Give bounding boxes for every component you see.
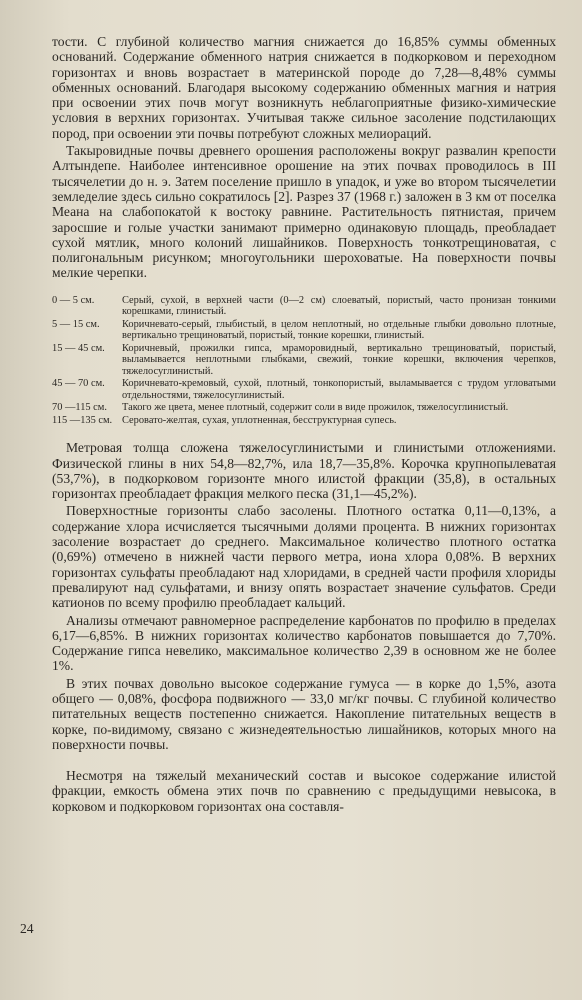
horizon-row bbox=[52, 295, 556, 318]
horizon-row bbox=[52, 378, 556, 401]
horizon-depth: 45 — 70 см. bbox=[52, 378, 105, 390]
horizon-depth: 5 — 15 см. bbox=[52, 318, 100, 330]
horizon-description: Серовато-желтая, сухая, уплотненная, бесструктурная супесь. bbox=[122, 414, 397, 426]
paragraph-bottom-3: Анализы отмечают равномерное распределение карбонатов по профилю в пределах 6,17—6,85%. В нижних горизонтах количество карбонатов повышается до 7,70%. Содержание гипса невелико, максимальное количество 2,39 в основном же не более 1%. bbox=[52, 612, 556, 674]
horizon-description: Коричневато-кремовый, сухой, плотный, тонкопористый, выламывается с трудом угловатыми отдельностями, тяжелосуглинистый. bbox=[122, 378, 556, 401]
horizon-description: Коричневый, прожилки гипса, мраморовидный, вертикально трещиноватый, пористый, выламывается неплотными глыбками, свежий, тонкие корешки, включения черепков, тяжелосуглинистый. bbox=[122, 342, 556, 377]
horizon-description: Такого же цвета, менее плотный, содержит соли в виде прожилок, тяжелосуглинистый. bbox=[122, 402, 509, 414]
paragraph-top-1: тости. С глубиной количество магния снижается до 16,85% суммы обменных оснований. Содержание обменного натрия снижается в подкорковом и переходном горизонтах и вновь возрастает в материнской породе до 7,28—8,48% суммы обменных оснований. Благодаря высокому содержанию обменных магния и натрия при освоении этих почв могут возникнуть неблагоприятные физико-химические условия в верхних горизонтах. Учитывая также сильное засоление подстилающих пород, при освоении эти почвы потребуют сложных мелиораций. bbox=[52, 34, 556, 141]
paragraph-bottom-1: Метровая толща сложена тяжелосуглинистыми и глинистыми отложениями. Физической глины в них 54,8—82,7%, ила 18,7—35,8%. Корочка крупнопылеватая (53,7%), в подкорковом горизонте много илистой фракции (35,8), в остальных горизонтах преобладает фракция мелкого песка (31,1—45,2%). bbox=[52, 440, 556, 502]
horizon-depth: 115 —135 см. bbox=[52, 414, 113, 426]
horizon-depth: 0 — 5 см. bbox=[52, 294, 95, 306]
horizon-description: Серый, сухой, в верхней части (0—2 см) слоеватый, пористый, часто пронизан тонкими корешками, глинистый. bbox=[122, 294, 556, 318]
horizon-row bbox=[52, 402, 556, 414]
horizon-depth: 70 —115 см. bbox=[52, 402, 107, 414]
horizon-description: Коричневато-серый, глыбистый, в целом неплотный, но отдельные глыбки довольно плотные, вертикально трещиноватый, пористый, тонкие корешки, глинистый. bbox=[122, 318, 556, 342]
horizon-row bbox=[52, 415, 556, 427]
paragraph-top-2: Такыровидные почвы древнего орошения расположены вокруг развалин крепости Алтындепе. Наиболее интенсивное орошение на этих почвах проводилось в III тысячелетии до н. э. Затем поселение пришло в упадок, и уже во втором тысячелетии земледелие здесь сильно сократилось [2]. Разрез 37 (1968 г.) заложен в 3 км от поселка Меана на слабопокатой к востоку равнине. Растительность пятнистая, причем заросшие и голые участки занимают примерно одинаковую площадь, преобладает сухой мятлик, много колоний лишайников. Поверхность тонкотрещиноватая, с полигональным рисунком; многоугольники шероховатые. На поверхности почвы мелкие черепки. bbox=[52, 143, 556, 281]
paragraph-bottom-2: Поверхностные горизонты слабо засолены. Плотного остатка 0,11—0,13%, а содержание хлора исчисляется тысячными долями процента. В нижних горизонтах засоление возрастает до среднего. Максимальное количество плотного остатка (0,69%) отмечено в нижней части первого метра, иона хлора 0,08%. В верхних горизонтах сульфаты преобладают над хлоридами, в средней части профиля хлориды превалируют над сульфатами, и внизу опять возрастает значение сульфатов. Среди катионов по всему профилю преобладает кальций. bbox=[52, 503, 556, 611]
horizon-row bbox=[52, 319, 556, 342]
horizon-row bbox=[52, 343, 556, 378]
page-number: 24 bbox=[20, 921, 34, 936]
paragraph-bottom-4: В этих почвах довольно высокое содержание гумуса — в корке до 1,5%, азота общего — 0,08%, фосфора подвижного — 33,0 мг/кг почвы. С глубиной количество питательных веществ постепенно снижается. Накопление питательных веществ в корке, по-видимому, связано с жизнедеятельностью лишайников, которых много на поверхности почвы. bbox=[52, 675, 556, 752]
soil-profile-description bbox=[52, 295, 556, 427]
paragraph-bottom-5: Несмотря на тяжелый механический состав и высокое содержание илистой фракции, емкость обмена этих почв по сравнению с предыдущими невысока, в корковом и подкорковом горизонтах она составля- bbox=[52, 768, 556, 814]
horizon-depth: 15 — 45 см. bbox=[52, 342, 105, 354]
